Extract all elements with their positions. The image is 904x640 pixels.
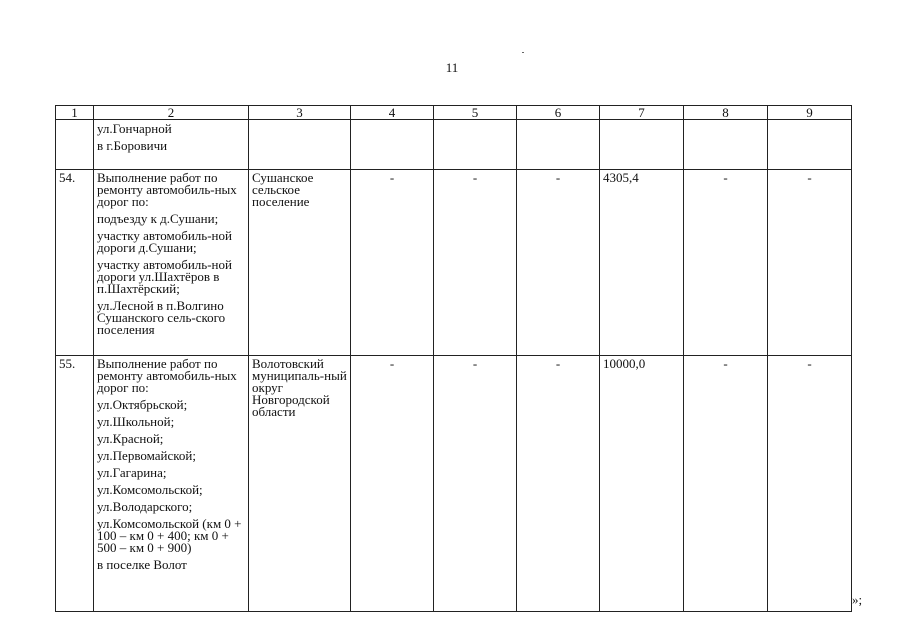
description-line: ул.Комсомольской; [97,482,203,497]
description-line: ул.Комсомольской (км 0 + 100 – км 0 + 400; км 0 + 500 – км 0 + 900) [97,516,242,555]
description-line: участку автомобиль-ной дороги д.Сушани; [97,228,232,255]
cell-col-9: - [768,356,852,612]
description-line: ул.Первомайской; [97,448,196,463]
description-line: в г.Боровичи [97,138,168,153]
description-line: ул.Октябрьской; [97,397,188,412]
header-row [56,106,852,120]
closing-quote-mark: »; [852,592,863,607]
description-line: ул.Школьной; [97,414,175,429]
header-col-4: 4 [351,106,434,120]
cell-col-4: - [351,170,434,356]
cell-recipient: Сушанское сельское поселение [249,170,351,356]
cell-col-7: 10000,0 [600,356,684,612]
header-col-6: 6 [517,106,600,120]
table-row-continuation [56,120,852,170]
description-line: Выполнение работ по ремонту автомобиль-ных дорог по: [97,170,237,209]
header-col-3: 3 [249,106,351,120]
header-col-5: 5 [434,106,517,120]
cell-description [94,120,249,170]
cell-col-6: - [517,170,600,356]
header-col-1: 1 [56,106,94,120]
cell-description [94,356,249,612]
scan-speck [522,52,524,53]
description-line: ул.Гагарина; [97,465,167,480]
header-col-2: 2 [94,106,249,120]
cell-number: 54. [56,170,94,356]
table-row [56,356,852,612]
header-col-7: 7 [600,106,684,120]
description-line: Выполнение работ по ремонту автомобиль-ных дорог по: [97,356,237,395]
header-col-8: 8 [684,106,768,120]
cell-col-8: - [684,356,768,612]
description-line: подъезду к д.Сушани; [97,211,219,226]
cell-description [94,170,249,356]
description-line: ул.Володарского; [97,499,193,514]
cell-col-7: 4305,4 [600,170,684,356]
cell-col-9: - [768,170,852,356]
description-line: ул.Лесной в п.Волгино Сушанского сель-ского поселения [97,298,226,337]
cell-number [56,120,94,170]
cell-col-5: - [434,356,517,612]
cell-col-8: - [684,170,768,356]
cell-col-4: - [351,356,434,612]
budget-table [55,105,852,612]
cell-col-6: - [517,356,600,612]
description-line: ул.Гончарной [97,121,172,136]
cell-recipient: Волотовский муниципаль-ный округ Новгородской области [249,356,351,612]
page-number: 11 [445,60,459,75]
table-row [56,170,852,356]
header-col-9: 9 [768,106,852,120]
cell-col-5: - [434,170,517,356]
description-line: участку автомобиль-ной дороги ул.Шахтёров в п.Шахтёрский; [97,257,232,296]
cell-number: 55. [56,356,94,612]
description-line: ул.Красной; [97,431,164,446]
description-line: в поселке Волот [97,557,187,572]
